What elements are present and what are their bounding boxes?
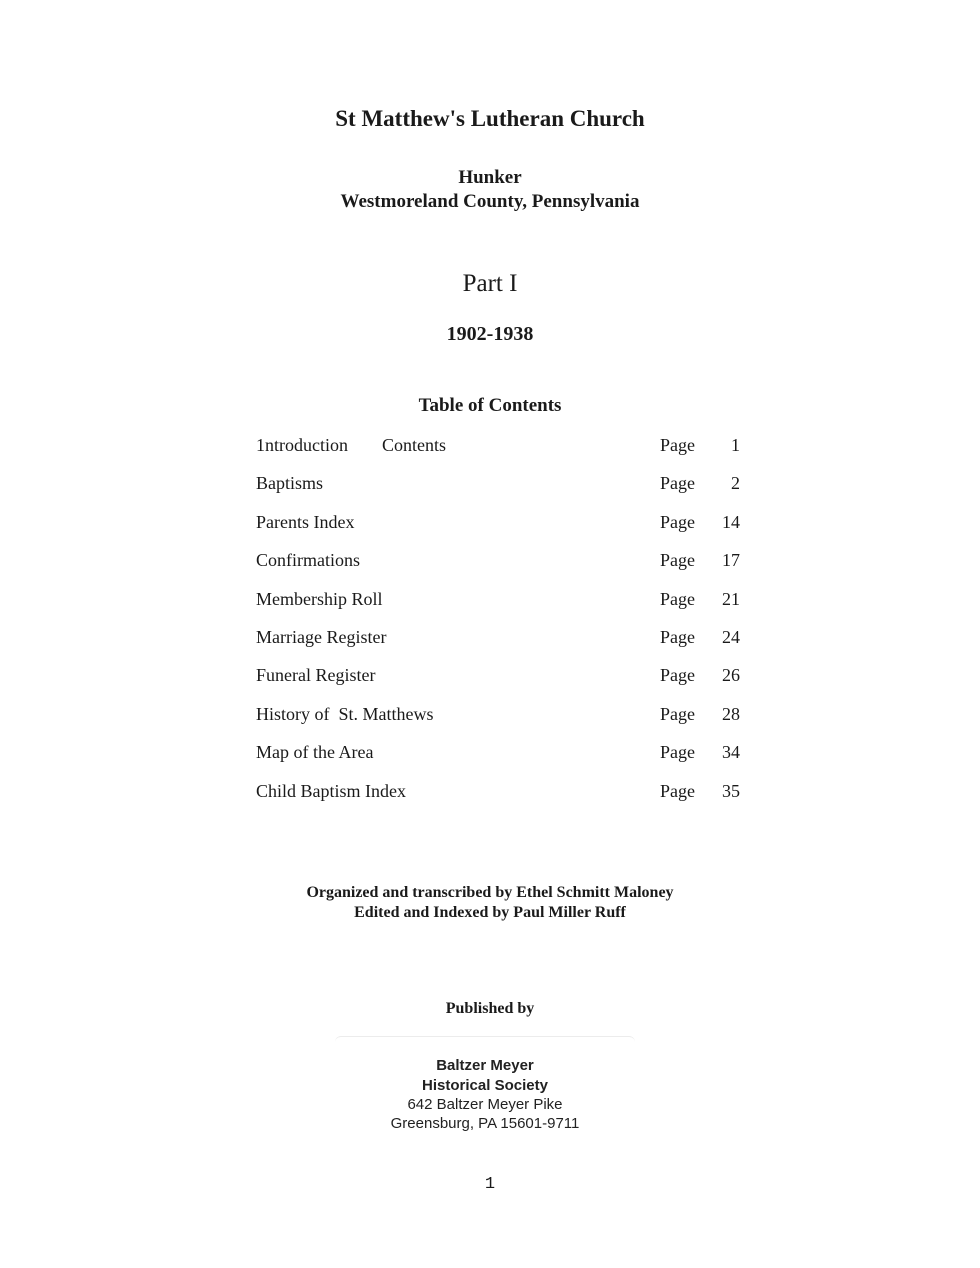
toc-entry-label: Map of the Area bbox=[256, 742, 374, 763]
toc-entry-label: Confirmations bbox=[256, 550, 360, 571]
publisher-name: Baltzer Meyer bbox=[436, 1057, 534, 1074]
toc-entry-label: Parents Index bbox=[256, 511, 355, 532]
toc-page-number: 24 bbox=[722, 626, 740, 647]
toc-row-baptisms bbox=[256, 470, 744, 508]
toc-page-word: Page bbox=[660, 435, 695, 455]
credit-transcriber: Organized and transcribed by Ethel Schmitt Maloney bbox=[306, 884, 674, 901]
publisher-society: Historical Society bbox=[422, 1077, 548, 1094]
toc-page-number: 28 bbox=[722, 703, 740, 724]
toc-row-funeral-register bbox=[256, 662, 744, 700]
toc-page-number: 26 bbox=[722, 665, 740, 686]
toc-page-word: Page bbox=[660, 473, 695, 494]
toc-row-parents-index bbox=[256, 509, 744, 547]
toc-page-word: Page bbox=[660, 665, 695, 686]
part-label: Part I bbox=[462, 270, 518, 297]
credit-editor: Edited and Indexed by Paul Miller Ruff bbox=[354, 904, 626, 921]
toc-page-word: Page bbox=[660, 780, 695, 801]
toc-page-word: Page bbox=[660, 550, 695, 571]
table-of-contents bbox=[256, 432, 744, 816]
toc-entry-extra: Contents bbox=[382, 435, 447, 455]
toc-entry-label: History of St. Matthews bbox=[256, 703, 434, 724]
toc-page-word: Page bbox=[660, 742, 695, 763]
document-title: St Matthew's Lutheran Church bbox=[335, 106, 645, 131]
toc-row-history bbox=[256, 701, 744, 739]
toc-row-membership-roll bbox=[256, 586, 744, 624]
toc-page-word: Page bbox=[660, 511, 695, 532]
toc-row-map bbox=[256, 739, 744, 777]
toc-entry-label: Child Baptism Index bbox=[256, 780, 406, 801]
toc-page-number: 2 bbox=[731, 473, 740, 494]
toc-entry-label: 1ntroduction bbox=[256, 435, 348, 455]
page-number: 1 bbox=[484, 1175, 496, 1194]
toc-entry-label: Funeral Register bbox=[256, 665, 376, 686]
publisher-address: 642 Baltzer Meyer Pike bbox=[407, 1096, 563, 1113]
toc-page-number: 21 bbox=[722, 588, 740, 609]
toc-row-child-baptism-index bbox=[256, 778, 744, 816]
toc-page-word: Page bbox=[660, 703, 695, 724]
toc-page-word: Page bbox=[660, 626, 695, 647]
toc-page-number: 1 bbox=[731, 435, 740, 455]
toc-entry-label: Baptisms bbox=[256, 473, 324, 494]
toc-entry-label: Membership Roll bbox=[256, 588, 383, 609]
location-town: Hunker bbox=[458, 167, 522, 188]
published-by-label: Published by bbox=[445, 1000, 535, 1017]
publisher-city: Greensburg, PA 15601-9711 bbox=[390, 1115, 580, 1132]
toc-row-marriage-register bbox=[256, 624, 744, 662]
toc-page-number: 35 bbox=[722, 780, 740, 801]
toc-page-word: Page bbox=[660, 588, 695, 609]
toc-row-introduction bbox=[256, 432, 744, 470]
location-county: Westmoreland County, Pennsylvania bbox=[340, 191, 640, 212]
toc-row-confirmations bbox=[256, 547, 744, 585]
toc-page-number: 17 bbox=[722, 550, 740, 571]
publisher-stamp bbox=[335, 1036, 635, 1137]
toc-page-number: 34 bbox=[722, 742, 740, 763]
year-range: 1902-1938 bbox=[446, 323, 534, 345]
toc-heading: Table of Contents bbox=[418, 395, 562, 416]
toc-entry-label: Marriage Register bbox=[256, 626, 387, 647]
toc-page-number: 14 bbox=[722, 511, 740, 532]
